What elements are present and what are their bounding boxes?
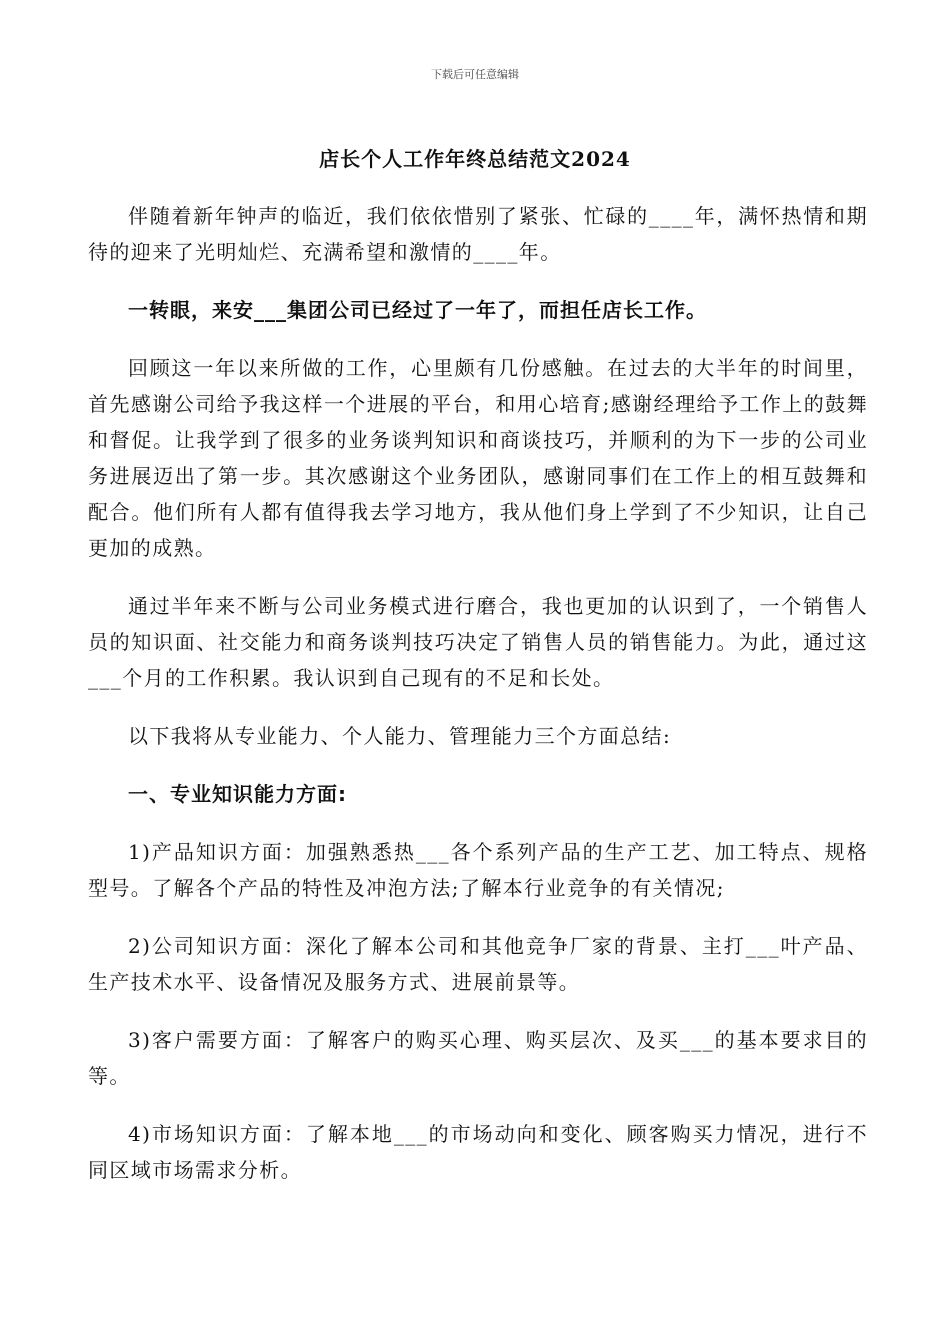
list-item-product-knowledge: 1)产品知识方面：加强熟悉热___各个系列产品的生产工艺、加工特点、规格型号。了解各个产品的特性及冲泡方法;了解本行业竞争的有关情况;: [88, 840, 868, 900]
paragraph-intro: 伴随着新年钟声的临近，我们依依惜别了紧张、忙碌的____年，满怀热情和期待的迎来了光明灿烂、充满希望和激情的____年。: [88, 204, 868, 264]
document-body: [88, 198, 868, 1210]
paragraph-review: 回顾这一年以来所做的工作，心里颇有几份感触。在过去的大半年的时间里，首先感谢公司给予我这样一个进展的平台，和用心培育;感谢经理给予工作上的鼓舞和督促。让我学到了很多的业务谈判知识和商谈技巧，并顺利的为下一步的公司业务进展迈出了第一步。其次感谢这个业务团队，感谢同事们在工作上的相互鼓舞和配合。他们所有人都有值得我去学习地方，我从他们身上学到了不少知识，让自己更加的成熟。: [88, 356, 868, 560]
list-item-company-knowledge: 2)公司知识方面：深化了解本公司和其他竞争厂家的背景、主打___叶产品、生产技术水平、设备情况及服务方式、进展前景等。: [88, 934, 868, 994]
paragraph-bold-statement: 一转眼，来安___集团公司已经过了一年了，而担任店长工作。: [128, 298, 707, 322]
list-item-customer-needs: 3)客户需要方面：了解客户的购买心理、购买层次、及买___的基本要求目的等。: [88, 1028, 868, 1088]
paragraph-reflection: 通过半年来不断与公司业务模式进行磨合，我也更加的认识到了，一个销售人员的知识面、社交能力和商务谈判技巧决定了销售人员的销售能力。为此，通过这___个月的工作积累。我认识到自己现有的不足和长处。: [88, 594, 868, 690]
header-note: 下载后可任意编辑: [431, 68, 519, 81]
paragraph-outline: 以下我将从专业能力、个人能力、管理能力三个方面总结:: [128, 724, 672, 748]
document-title: 店长个人工作年终总结范文2024: [319, 147, 631, 171]
list-item-market-knowledge: 4)市场知识方面：了解本地___的市场动向和变化、顾客购买力情况，进行不同区域市场需求分析。: [88, 1122, 868, 1182]
section-heading-professional: 一、专业知识能力方面:: [128, 782, 347, 806]
